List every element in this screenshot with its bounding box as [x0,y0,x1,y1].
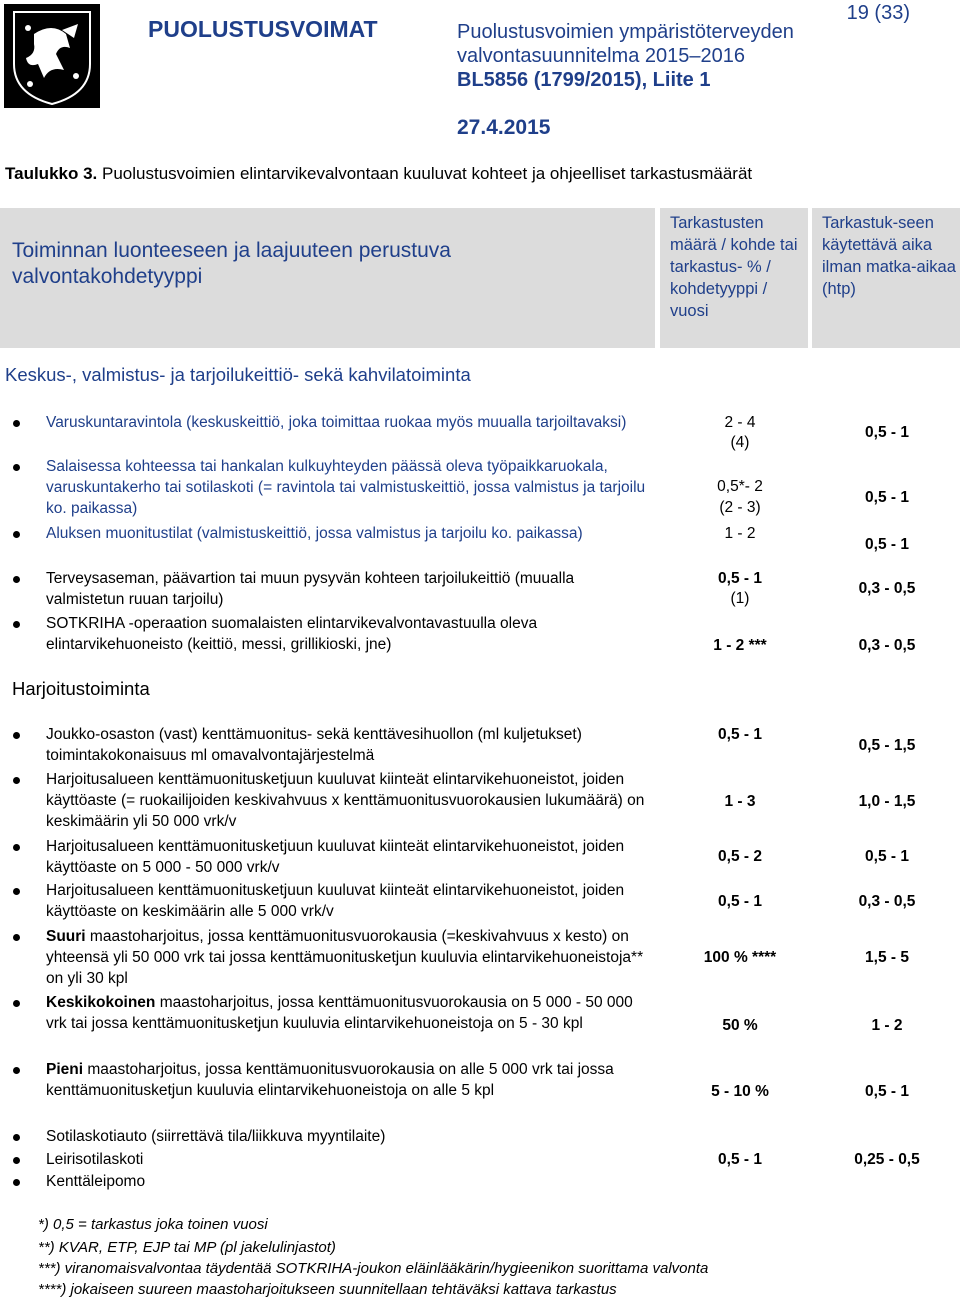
bullet-icon [13,420,20,427]
table-caption-text: Puolustusvoimien elintarvikevalvontaan kuuluvat kohteet ja ohjeelliset tarkastusmäärät [97,164,753,183]
page-number: 19 (33) [846,2,910,24]
bullet-icon [13,934,20,941]
footnote: **) KVAR, ETP, EJP tai MP (pl jakelulinjastot) [38,1239,336,1256]
bullet-icon [13,531,20,538]
table-caption-label: Taulukko 3. [5,164,98,183]
table-caption [5,164,752,184]
bullet-icon [13,888,20,895]
bullet-icon [13,1134,20,1141]
bullet-icon [13,464,20,471]
footnote: *) 0,5 = tarkastus joka toinen vuosi [38,1216,268,1233]
column-header-type: Toiminnan luonteeseen ja laajuuteen perustuva valvontakohdetyyppi [0,208,655,348]
footnote: ***) viranomaisvalvontaa täydentää SOTKRIHA-joukon eläinlääkärin/hygieenikon suorittama valvonta [38,1260,709,1277]
bullet-icon [13,777,20,784]
organization-name: PUOLUSTUSVOIMAT [148,16,378,42]
document-title-line2: valvontasuunnitelma 2015–2016 [457,45,745,67]
column-header-count: Tarkastusten määrä / kohde tai tarkastus- % / kohdetyyppi / vuosi [660,208,808,348]
bullet-icon [13,621,20,628]
document-date: 27.4.2015 [457,116,551,139]
bullet-icon [13,844,20,851]
column-header-time: Tarkastuk-seen käytettävä aika ilman matka-aikaa (htp) [812,208,960,348]
section-title-kitchens: Keskus-, valmistus- ja tarjoilukeittiö- sekä kahvilatoiminta [5,364,471,385]
footnote: ****) jokaiseen suureen maastoharjoitukseen suunnitellaan tehtäväksi kattava tarkastus [38,1281,617,1298]
bullet-icon [13,576,20,583]
bullet-icon [13,1067,20,1074]
bullet-icon [13,1157,20,1164]
bullet-icon [13,1000,20,1007]
defence-forces-logo [4,4,100,108]
document-reference: BL5856 (1799/2015), Liite 1 [457,69,711,91]
section-title-exercises: Harjoitustoiminta [12,678,150,699]
bullet-icon [13,732,20,739]
document-title-line1: Puolustusvoimien ympäristöterveyden [457,21,794,43]
bullet-icon [13,1179,20,1186]
